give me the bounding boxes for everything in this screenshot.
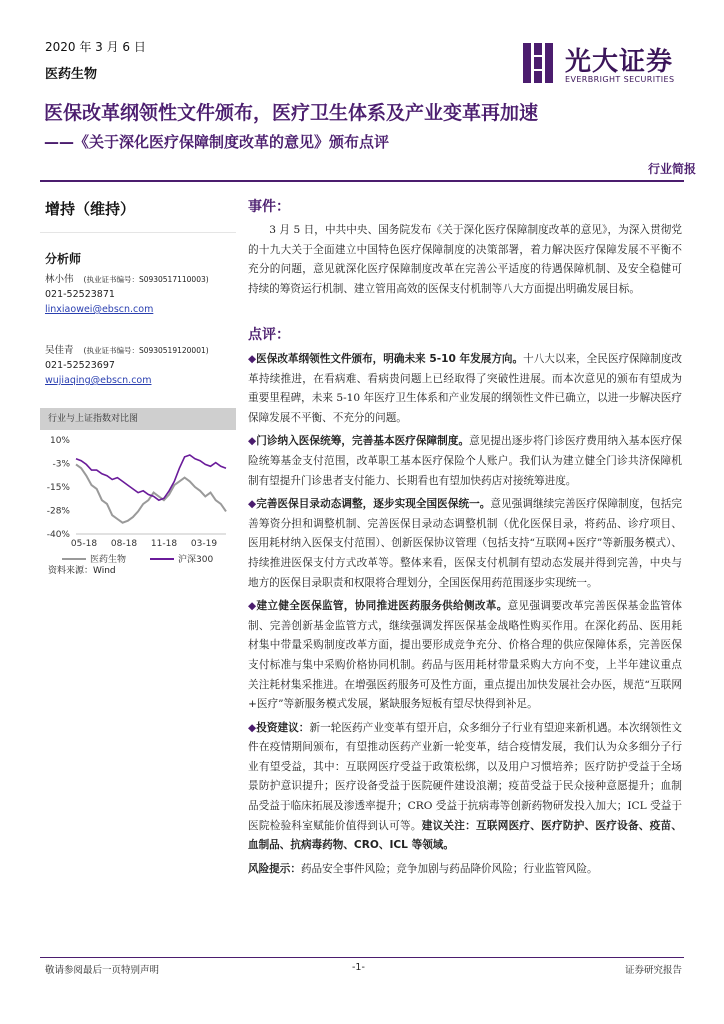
y-tick-label: -28% bbox=[46, 506, 70, 517]
comment-text: 十八大以来，全民医疗保障制度改革持续推进，在看病难、看病贵问题上已经取得了突破性进展。而本次意见的颁布有望成为重要里程碑，未来 5-10 年医疗卫生体系和产业发展的纲领性文件已确立，以进一步解决医疗保障发展不平衡、不充分的问题。 bbox=[248, 353, 683, 424]
comparison-chart bbox=[40, 408, 236, 580]
risk-lead: 风险提示： bbox=[248, 862, 301, 875]
report-type: 行业简报 bbox=[647, 162, 696, 176]
analyst-name: 吴佳青 bbox=[45, 345, 74, 356]
report-main-title: 医保改革纲领性文件颁布，医疗卫生体系及产业变革再加速 bbox=[44, 102, 539, 124]
diamond-bullet-icon: ◆ bbox=[248, 498, 257, 511]
analyst-heading: 分析师 bbox=[45, 252, 82, 266]
comment-item bbox=[248, 432, 682, 491]
y-tick-label: -3% bbox=[52, 459, 70, 470]
footer-doc-type: 证券研究报告 bbox=[624, 965, 682, 976]
risk-text: 药品安全事件风险；竞争加剧与药品降价风险；行业监管风险。 bbox=[300, 862, 598, 875]
sidebar-divider bbox=[40, 232, 236, 233]
logo-chinese-name: 光大证券 bbox=[565, 47, 674, 77]
analyst-cert: (执业证书编号：S0930519120001) bbox=[83, 346, 209, 355]
comment-tail: 建议关注：互联网医疗、医疗防护、医疗设备、疫苗、血制品、抗病毒药物、CRO、ICL 等领域。 bbox=[248, 819, 683, 852]
page-number: -1- bbox=[352, 962, 365, 973]
event-text: 3 月 5 日，中共中央、国务院发布《关于深化医疗保障制度改革的意见》，为深入贯彻党的十九大关于全面建立中国特色医疗保障制度的决策部署，着力解决医疗保障发展不平衡不充分的问题，意见就深化医疗保障制度改革在完善公平适度的待遇保障机制、及安全稳健可持续的筹资运行机制、建立管用高效的医保支付机制等八大方面提出明确发展目标。 bbox=[248, 224, 682, 295]
diamond-bullet-icon: ◆ bbox=[248, 435, 257, 448]
analyst-phone: 021-52523871 bbox=[45, 289, 115, 300]
event-paragraph bbox=[248, 221, 682, 299]
series-line-pharma bbox=[76, 464, 226, 522]
comment-lead: 医保改革纲领性文件颁布，明确未来 5-10 年发展方向。 bbox=[256, 353, 524, 365]
footer-disclaimer: 敬请参阅最后一页特别声明 bbox=[45, 965, 160, 976]
y-tick-label: -15% bbox=[46, 483, 70, 493]
diamond-bullet-icon: ◆ bbox=[248, 353, 257, 365]
report-date: 2020 年 3 月 6 日 bbox=[45, 40, 146, 54]
comment-lead: 完善医保目录动态调整，逐步实现全国医保统一。 bbox=[256, 498, 491, 511]
analyst-name: 林小伟 bbox=[45, 274, 74, 285]
comment-text: 意见提出逐步将门诊医疗费用纳入基本医疗保险统筹基金支付范围，改革职工基本医疗保险个人账户。我们认为建立健全门诊共济保障机制有望提升门诊患者支付能力、长期看也有望加快药店对接统筹进度。 bbox=[248, 435, 682, 487]
comment-lead: 投资建议： bbox=[256, 721, 310, 734]
event-heading: 事件： bbox=[248, 199, 290, 215]
comment-text: 新一轮医药产业变革有望开启，众多细分子行业有望迎来新机遇。本次纲领性文件在疫情期间颁布，有望推动医药产业新一轮变革，结合疫情发展，我们认为众多细分子行业有望受益，其中：互联网医疗受益于政策松绑，以及用户习惯培养；医疗防护受益于全场景防护意识提升；医疗设备受益于医院硬件建设浪潮；疫苗受益于民众接种意愿提升；血制品受益于临床拓展及渗透率提升；CRO 受益于抗病毒等创新药物研发投入加大；ICL 受益于医院检验科室赋能价值得到认可等。 bbox=[248, 721, 682, 832]
comment-item bbox=[248, 350, 682, 428]
analyst-phone: 021-52523697 bbox=[45, 360, 115, 371]
comment-item bbox=[248, 597, 682, 715]
comment-text: 意见强调要改革完善医保基金监管体制、完善创新基金监管方式，继续强调发挥医保基金战略性购买作用。在深化药品、医用耗材集中带量采购制度改革方面，提出要形成竞争充分、价格合理的供应保障体系，完善医保支付标准与集中采购价格协同机制。药品与医用耗材带量采购大方向不变，上半年建议重点关注耗材集采推进。在增强医药服务可及性方面，重点提出加快发展社会办医，规范“互联网+医疗”等新服务模式发展，紧缺服务短板有望尽快得到补足。 bbox=[248, 600, 683, 711]
sector-label: 医药生物 bbox=[45, 67, 98, 82]
comment-item bbox=[248, 495, 682, 593]
x-tick-label: 03-19 bbox=[190, 539, 218, 549]
logo-english-name: EVERBRIGHT SECURITIES bbox=[565, 75, 675, 84]
analyst-email-link[interactable]: wujiaqing@ebscn.com bbox=[45, 375, 152, 386]
logo-mark-icon bbox=[523, 43, 553, 83]
comment-text: 意见强调继续完善医疗保障制度，包括完善筹资分担和调整机制、完善医保目录动态调整机制（优化医保目录，将药品、诊疗项目、医用耗材纳入医保支付范围）、创新医保协议管理（包括支持“互联网+医疗”等新服务模式）、持续推进医保支付方式改革等。整体来看，医保支付机制有望动态发展并得到完善，中央与地方的医保目录职责和权限将合理划分，全国医保用药范围逐步实现统一。 bbox=[248, 498, 682, 589]
comment-lead: 门诊纳入医保统筹，完善基本医疗保障制度。 bbox=[256, 435, 470, 448]
rating: 增持（维持） bbox=[45, 200, 136, 218]
legend-label: 沪深300 bbox=[178, 555, 214, 565]
chart-title: 行业与上证指数对比图 bbox=[40, 408, 236, 430]
diamond-bullet-icon: ◆ bbox=[248, 600, 257, 613]
comment-heading: 点评： bbox=[248, 327, 290, 343]
analyst-card bbox=[45, 272, 209, 317]
legend-label: 医药生物 bbox=[90, 555, 127, 565]
analyst-card bbox=[45, 343, 209, 388]
diamond-bullet-icon: ◆ bbox=[248, 721, 257, 734]
header-divider bbox=[40, 180, 684, 182]
risk-note bbox=[248, 860, 682, 880]
y-tick-label: 10% bbox=[49, 436, 70, 446]
report-sub-title: ——《关于深化医疗保障制度改革的意见》颁布点评 bbox=[44, 133, 390, 151]
chart-source: 资料来源：Wind bbox=[48, 566, 116, 576]
x-tick-label: 08-18 bbox=[110, 539, 138, 549]
comment-lead: 建立健全医保监管，协同推进医药服务供给侧改革。 bbox=[256, 600, 508, 613]
x-tick-label: 05-18 bbox=[70, 539, 98, 549]
company-logo bbox=[523, 41, 698, 93]
analyst-email-link[interactable]: linxiaowei@ebscn.com bbox=[45, 304, 154, 315]
chart-plot bbox=[40, 430, 236, 580]
comment-item bbox=[248, 719, 682, 856]
y-tick-label: -40% bbox=[46, 530, 70, 540]
x-tick-label: 11-18 bbox=[150, 539, 178, 549]
footer-divider bbox=[40, 957, 684, 958]
analyst-cert: (执业证书编号：S0930517110003) bbox=[83, 275, 209, 284]
comment-list bbox=[248, 350, 682, 879]
